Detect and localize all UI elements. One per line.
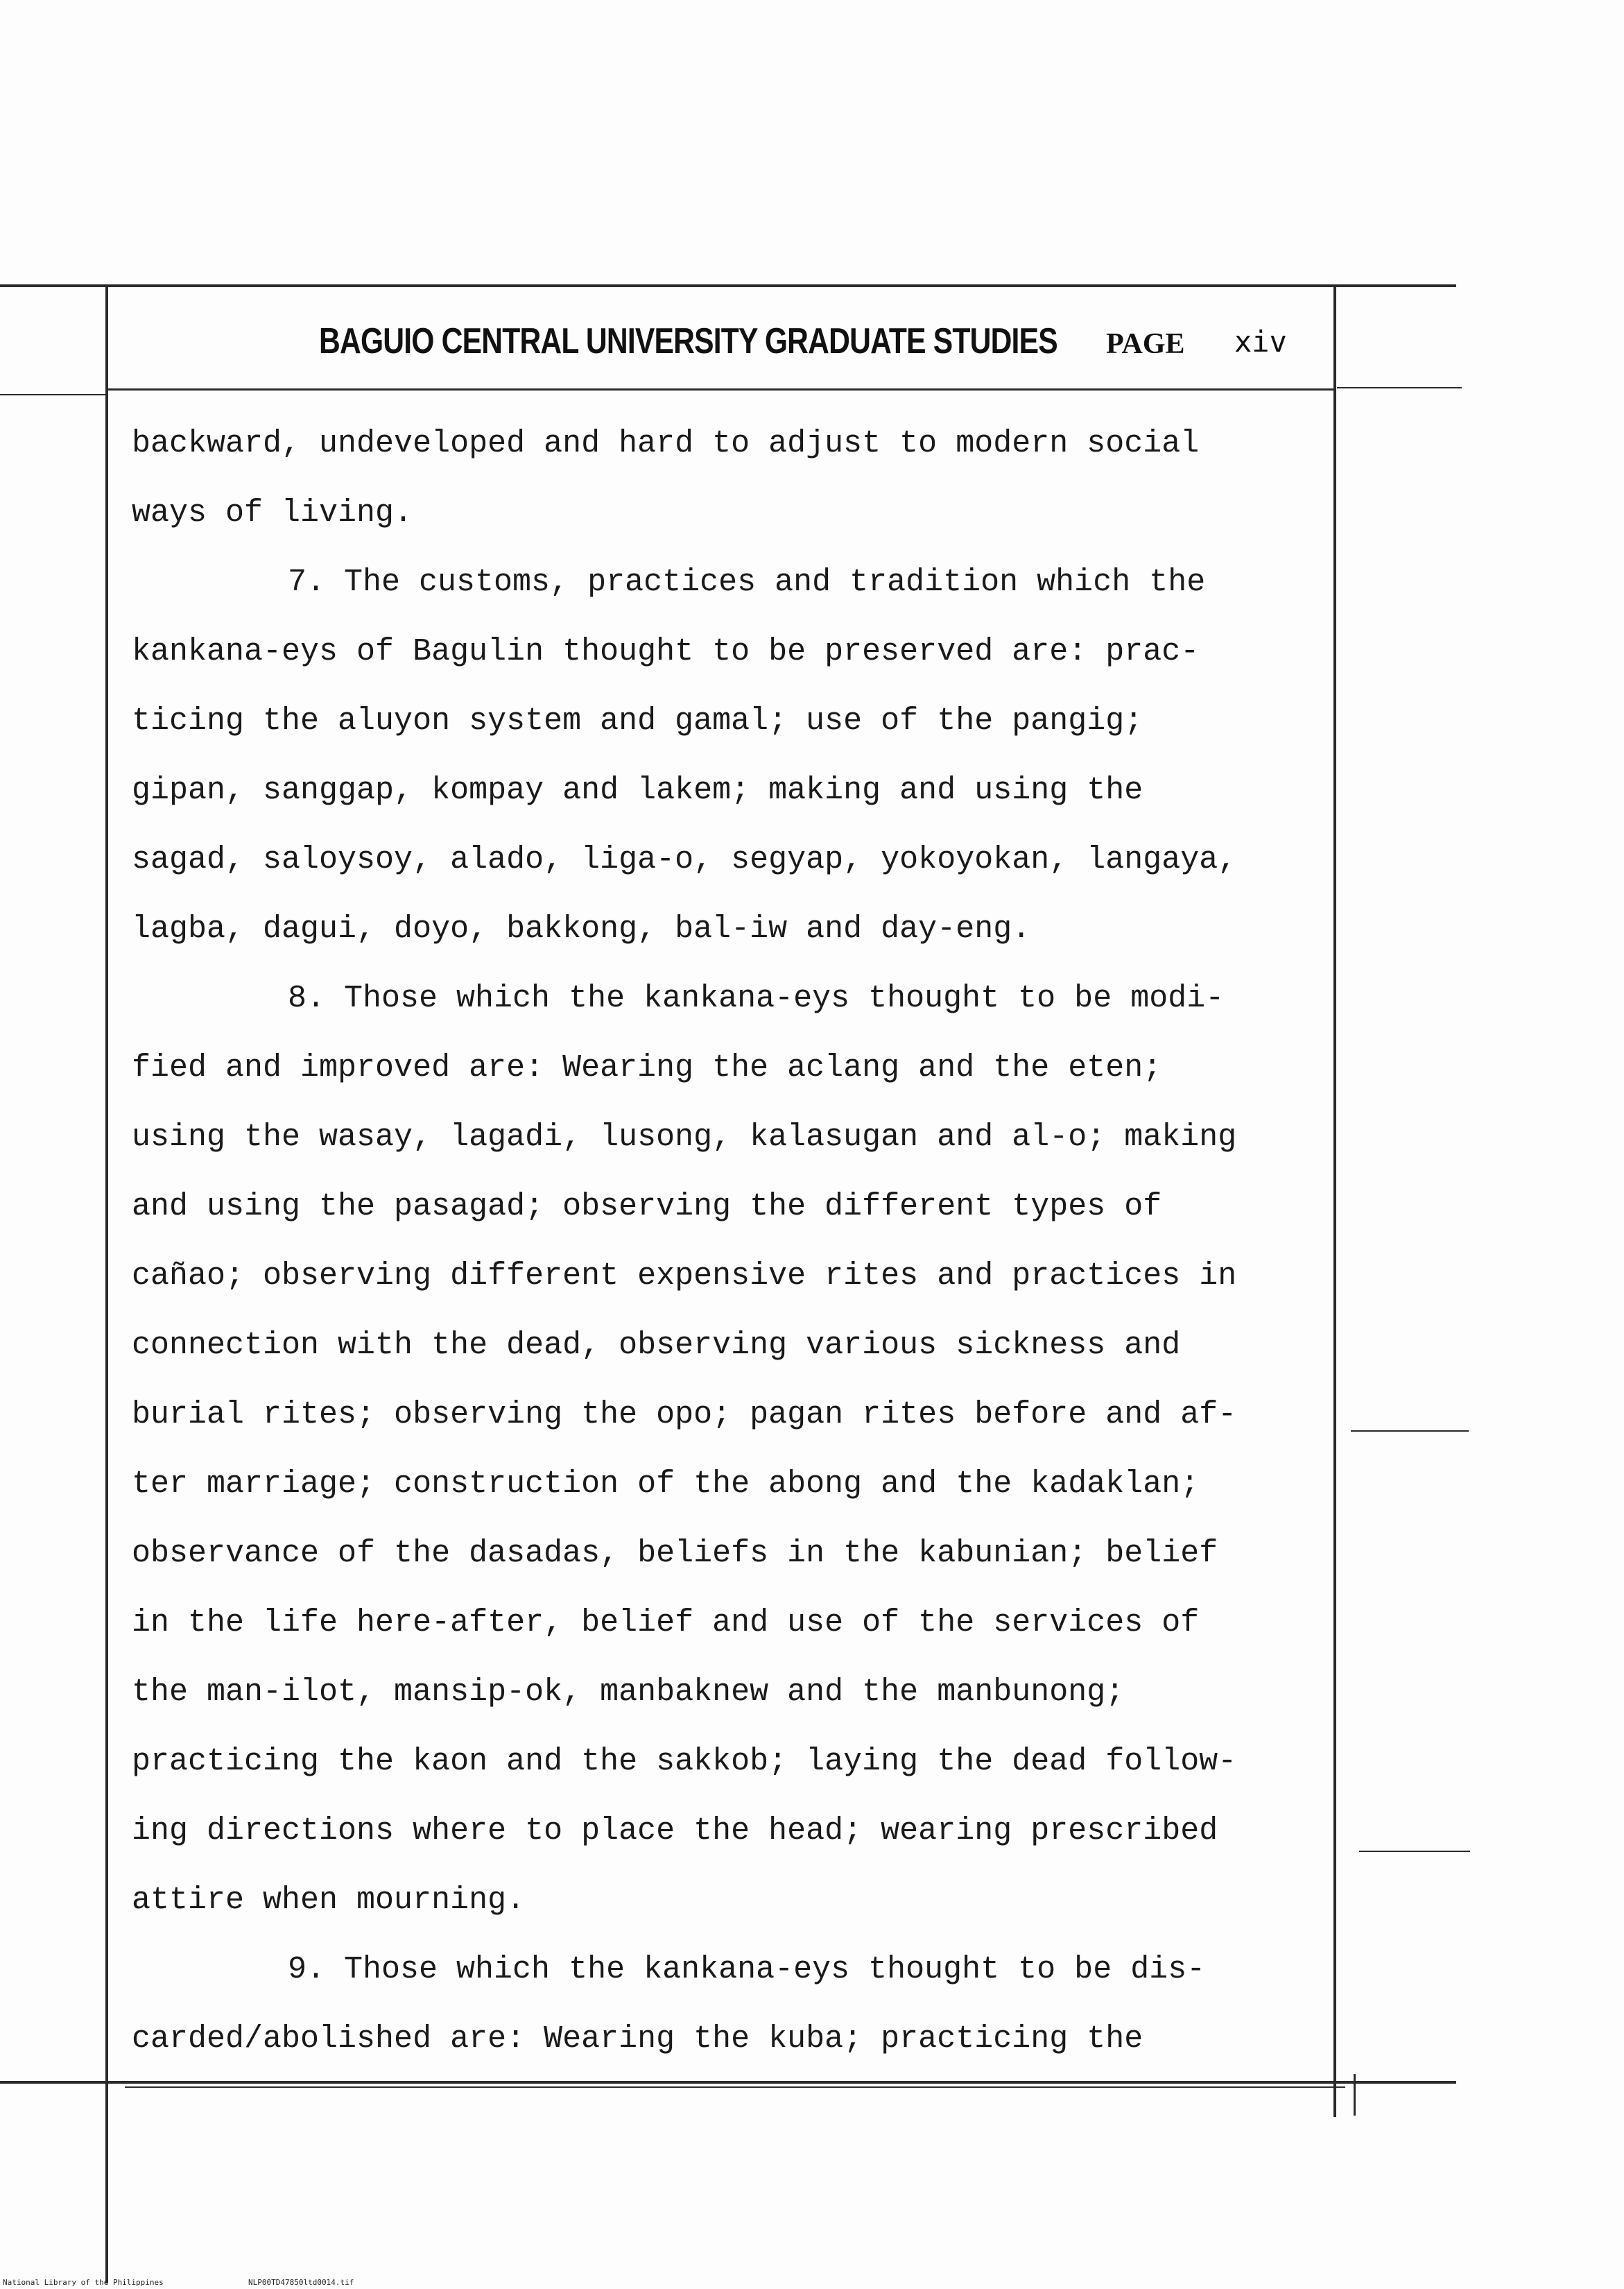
text-line: burial rites; observing the opo; pagan rites before and af- — [132, 1397, 1237, 1432]
text-line: 9. Those which the kankana-eys thought to be dis- — [288, 1952, 1206, 1987]
text-line: ways of living. — [132, 495, 413, 531]
text-line: using the wasay, lagadi, lusong, kalasugan and al-o; making — [132, 1120, 1237, 1155]
top-border-line — [0, 284, 1456, 287]
text-line: carded/abolished are: Wearing the kuba; practicing the — [132, 2021, 1143, 2057]
text-line: in the life here-after, belief and use of the services of — [132, 1605, 1200, 1640]
header-title: BAGUIO CENTRAL UNIVERSITY GRADUATE STUDIES — [319, 321, 1057, 361]
header-page-label: PAGE — [1106, 328, 1185, 360]
right-vertical-rule-lower — [1354, 2074, 1356, 2116]
text-line: 7. The customs, practices and tradition which the — [288, 565, 1206, 600]
left-margin-stub — [0, 394, 107, 395]
body-text — [132, 409, 1338, 2074]
text-line: connection with the dead, observing various sickness and — [132, 1328, 1181, 1363]
header-bottom-line — [107, 388, 1335, 391]
text-line: the man-ilot, mansip-ok, manbaknew and the manbunong; — [132, 1674, 1125, 1710]
text-line: backward, undeveloped and hard to adjust to modern social — [132, 426, 1200, 461]
bottom-inner-line — [125, 2086, 1345, 2088]
bottom-border-line — [0, 2081, 1456, 2084]
text-line: kankana-eys of Bagulin thought to be preserved are: prac- — [132, 634, 1200, 669]
text-line: gipan, sanggap, kompay and lakem; making and using the — [132, 773, 1143, 808]
text-line: ticing the aluyon system and gamal; use of the pangig; — [132, 703, 1143, 739]
text-line: observance of the dasadas, beliefs in the kabunian; belief — [132, 1536, 1218, 1571]
text-line: sagad, saloysoy, alado, liga-o, segyap, yokoyokan, langaya, — [132, 842, 1237, 877]
text-line: lagba, dagui, doyo, bakkong, bal-iw and day-eng. — [132, 911, 1031, 947]
right-margin-stub-low — [1359, 1851, 1470, 1852]
text-line: and using the pasagad; observing the different types of — [132, 1189, 1162, 1224]
footer-library: National Library of the Philippines — [3, 2278, 164, 2287]
right-margin-stub-top — [1337, 387, 1462, 388]
text-line: attire when mourning. — [132, 1883, 526, 1918]
text-line: cañao; observing different expensive rites and practices in — [132, 1258, 1237, 1294]
text-line: fied and improved are: Wearing the aclang and the eten; — [132, 1050, 1162, 1086]
text-line: practicing the kaon and the sakkob; laying the dead follow- — [132, 1744, 1237, 1779]
left-vertical-rule — [105, 286, 108, 2283]
text-line: ing directions where to place the head; wearing prescribed — [132, 1813, 1218, 1849]
text-line: 8. Those which the kankana-eys thought to be modi- — [288, 981, 1225, 1016]
text-line: ter marriage; construction of the abong and the kadaklan; — [132, 1466, 1200, 1502]
footer-file-id: NLP00TD47850ltd0014.tif — [248, 2278, 354, 2287]
header-page-number: xiv — [1234, 325, 1287, 359]
right-margin-stub-mid — [1351, 1430, 1469, 1432]
